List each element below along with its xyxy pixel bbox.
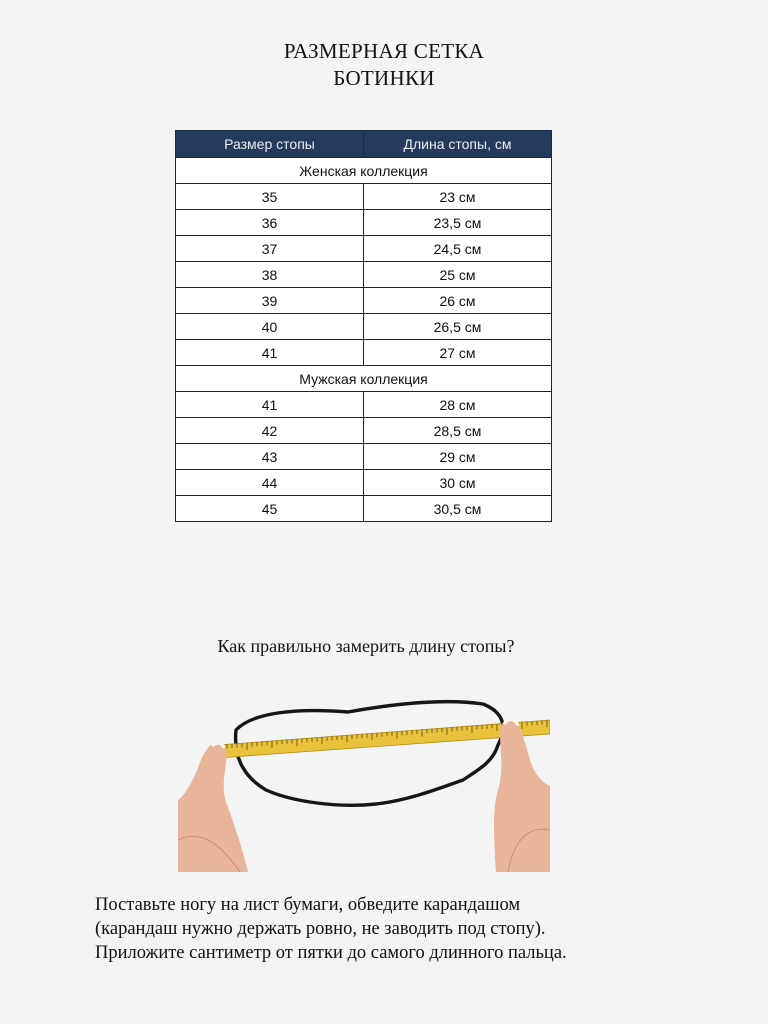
measure-question: Как правильно замерить длину стопы? [217,636,515,656]
table-row [176,444,552,470]
title-line-1: РАЗМЕРНАЯ СЕТКА [283,39,485,63]
foot-size-cell: 41 [176,392,364,418]
page-title [0,38,768,92]
table-row [176,184,552,210]
table-section-row [176,366,552,392]
foot-length-cell: 28,5 см [364,418,552,444]
table-row [176,210,552,236]
table-body [176,158,552,522]
instruction-line-3: Приложите сантиметр от пятки до самого длинного пальца. [95,943,567,963]
table-row [176,496,552,522]
foot-length-cell: 24,5 см [364,236,552,262]
foot-size-cell: 41 [176,340,364,366]
instruction-line-1: Поставьте ногу на лист бумаги, обведите карандашом [95,895,521,915]
section-label: Мужская коллекция [176,366,552,392]
foot-size-cell: 44 [176,470,364,496]
table-header-row [176,131,552,158]
section-label: Женская коллекция [176,158,552,184]
instructions-text [95,893,695,965]
foot-size-cell: 42 [176,418,364,444]
table-row [176,340,552,366]
foot-length-cell: 28 см [364,392,552,418]
size-chart-table [175,130,552,522]
table-row [176,288,552,314]
title-line-2: БОТИНКИ [333,66,435,90]
table-row [176,470,552,496]
foot-length-cell: 30 см [364,470,552,496]
foot-size-cell: 43 [176,444,364,470]
foot-size-cell: 40 [176,314,364,340]
foot-size-cell: 36 [176,210,364,236]
foot-length-cell: 26 см [364,288,552,314]
table-row [176,418,552,444]
foot-size-cell: 45 [176,496,364,522]
foot-length-cell: 29 см [364,444,552,470]
right-hand-icon [494,720,550,872]
instruction-line-2: (карандаш нужно держать ровно, не заводить под стопу). [95,919,546,939]
foot-length-cell: 27 см [364,340,552,366]
left-hand-icon [178,742,248,872]
table-row [176,392,552,418]
table-row [176,314,552,340]
foot-size-cell: 38 [176,262,364,288]
table-row [176,236,552,262]
table-section-row [176,158,552,184]
foot-length-cell: 26,5 см [364,314,552,340]
header-foot-length: Длина стопы, см [364,131,552,158]
foot-size-cell: 35 [176,184,364,210]
foot-measure-illustration [178,690,550,872]
table-row [176,262,552,288]
foot-length-cell: 30,5 см [364,496,552,522]
foot-length-cell: 25 см [364,262,552,288]
foot-size-cell: 39 [176,288,364,314]
foot-length-cell: 23,5 см [364,210,552,236]
foot-length-cell: 23 см [364,184,552,210]
header-foot-size: Размер стопы [176,131,364,158]
foot-size-cell: 37 [176,236,364,262]
